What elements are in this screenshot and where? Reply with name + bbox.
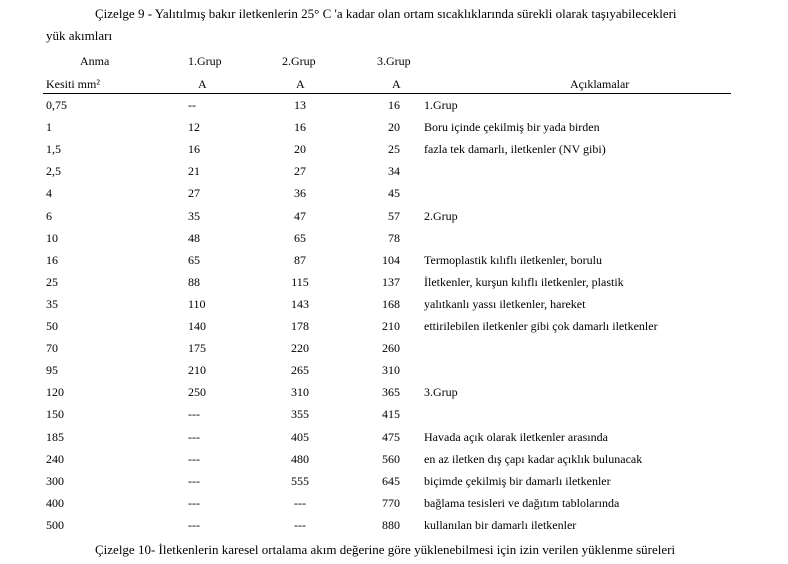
- cell-grup3: 880: [382, 518, 400, 532]
- cell-grup2: 310: [291, 385, 309, 399]
- cell-kesit: 16: [46, 253, 58, 267]
- cell-aciklama: 1.Grup: [424, 98, 458, 112]
- cell-grup3: 168: [382, 297, 400, 311]
- cell-grup2: 115: [291, 275, 309, 289]
- cell-grup2: 87: [294, 253, 306, 267]
- cell-grup2: ---: [294, 518, 306, 532]
- cell-aciklama: biçimde çekilmiş bir damarlı iletkenler: [424, 474, 611, 488]
- cell-grup1: 88: [188, 275, 200, 289]
- cell-aciklama: en az iletken dış çapı kadar açıklık bulunacak: [424, 452, 643, 466]
- header-grup1: 1.Grup: [188, 54, 222, 68]
- header-grup3: 3.Grup: [377, 54, 411, 68]
- cell-grup1: ---: [188, 496, 200, 510]
- cell-grup3: 57: [388, 209, 400, 223]
- cell-grup1: 27: [188, 186, 200, 200]
- cell-grup3: 645: [382, 474, 400, 488]
- cell-grup3: 25: [388, 142, 400, 156]
- cell-grup3: 16: [388, 98, 400, 112]
- cell-grup3: 210: [382, 319, 400, 333]
- cell-grup3: 560: [382, 452, 400, 466]
- cell-grup2: 220: [291, 341, 309, 355]
- cell-grup3: 78: [388, 231, 400, 245]
- header-unit-grup3: A: [392, 77, 401, 91]
- header-unit-grup2: A: [296, 77, 305, 91]
- cell-grup1: ---: [188, 474, 200, 488]
- cell-aciklama: fazla tek damarlı, iletkenler (NV gibi): [424, 142, 606, 156]
- cell-kesit: 4: [46, 186, 52, 200]
- cell-kesit: 240: [46, 452, 64, 466]
- cell-aciklama: Boru içinde çekilmiş bir yada birden: [424, 120, 600, 134]
- cell-grup1: 65: [188, 253, 200, 267]
- header-anma: Anma: [80, 54, 110, 68]
- cell-kesit: 6: [46, 209, 52, 223]
- cell-kesit: 95: [46, 363, 58, 377]
- cell-grup1: 210: [188, 363, 206, 377]
- cell-grup3: 137: [382, 275, 400, 289]
- cell-aciklama: 2.Grup: [424, 209, 458, 223]
- header-unit-grup1: A: [198, 77, 207, 91]
- cell-grup2: 47: [294, 209, 306, 223]
- cell-aciklama: Termoplastik kılıflı iletkenler, borulu: [424, 253, 602, 267]
- cell-kesit: 400: [46, 496, 64, 510]
- cell-grup2: 555: [291, 474, 309, 488]
- cell-kesit: 150: [46, 407, 64, 421]
- cell-grup3: 770: [382, 496, 400, 510]
- cell-grup1: ---: [188, 407, 200, 421]
- cell-aciklama: ettirilebilen iletkenler gibi çok damarlı iletkenler: [424, 319, 658, 333]
- cell-grup3: 20: [388, 120, 400, 134]
- cell-grup2: 405: [291, 430, 309, 444]
- cell-aciklama: kullanılan bir damarlı iletkenler: [424, 518, 577, 532]
- cell-grup2: 178: [291, 319, 309, 333]
- cell-grup2: 36: [294, 186, 306, 200]
- cell-grup1: ---: [188, 518, 200, 532]
- header-aciklamalar: Açıklamalar: [570, 77, 630, 91]
- header-grup2: 2.Grup: [282, 54, 316, 68]
- cell-grup3: 34: [388, 164, 400, 178]
- table-title-continuation: yük akımları: [46, 28, 113, 43]
- cell-kesit: 300: [46, 474, 64, 488]
- table-title: Çizelge 9 - Yalıtılmış bakır iletkenlerin 25° C 'a kadar olan ortam sıcaklıklarında sürekli olarak taşıyabilecekleri: [95, 6, 677, 21]
- cell-grup2: 355: [291, 407, 309, 421]
- header-kesit: Kesiti mm²: [46, 77, 100, 91]
- header-divider: [43, 93, 731, 94]
- cell-grup1: 48: [188, 231, 200, 245]
- cell-kesit: 0,75: [46, 98, 67, 112]
- cell-grup3: 104: [382, 253, 400, 267]
- cell-grup2: 143: [291, 297, 309, 311]
- cell-grup3: 260: [382, 341, 400, 355]
- cell-grup1: 140: [188, 319, 206, 333]
- cell-grup1: 35: [188, 209, 200, 223]
- cell-grup2: 20: [294, 142, 306, 156]
- next-table-caption: Çizelge 10- İletkenlerin karesel ortalama akım değerine göre yüklenebilmesi için izin verilen yüklenme süreleri: [95, 542, 676, 557]
- cell-grup2: 265: [291, 363, 309, 377]
- cell-grup1: --: [188, 98, 196, 112]
- cell-grup1: 21: [188, 164, 200, 178]
- cell-kesit: 185: [46, 430, 64, 444]
- cell-grup2: 16: [294, 120, 306, 134]
- cell-grup1: 12: [188, 120, 200, 134]
- cell-grup2: 480: [291, 452, 309, 466]
- cell-aciklama: bağlama tesisleri ve dağıtım tablolarında: [424, 496, 620, 510]
- cell-kesit: 1: [46, 120, 52, 134]
- cell-kesit: 1,5: [46, 142, 61, 156]
- cell-kesit: 120: [46, 385, 64, 399]
- cell-kesit: 50: [46, 319, 58, 333]
- cell-grup2: ---: [294, 496, 306, 510]
- cell-grup2: 13: [294, 98, 306, 112]
- cell-aciklama: İletkenler, kurşun kılıflı iletkenler, plastik: [424, 275, 624, 289]
- cell-grup1: ---: [188, 452, 200, 466]
- cell-aciklama: Havada açık olarak iletkenler arasında: [424, 430, 608, 444]
- cell-grup1: ---: [188, 430, 200, 444]
- cell-kesit: 2,5: [46, 164, 61, 178]
- cell-grup2: 65: [294, 231, 306, 245]
- cell-kesit: 500: [46, 518, 64, 532]
- cell-grup3: 365: [382, 385, 400, 399]
- cell-grup3: 45: [388, 186, 400, 200]
- cell-grup3: 415: [382, 407, 400, 421]
- cell-aciklama: yalıtkanlı yassı iletkenler, hareket: [424, 297, 586, 311]
- cell-kesit: 35: [46, 297, 58, 311]
- cell-grup2: 27: [294, 164, 306, 178]
- cell-grup1: 175: [188, 341, 206, 355]
- cell-aciklama: 3.Grup: [424, 385, 458, 399]
- cell-grup1: 250: [188, 385, 206, 399]
- cell-kesit: 25: [46, 275, 58, 289]
- cell-grup1: 16: [188, 142, 200, 156]
- cell-kesit: 70: [46, 341, 58, 355]
- cell-grup1: 110: [188, 297, 206, 311]
- cell-grup3: 475: [382, 430, 400, 444]
- cell-kesit: 10: [46, 231, 58, 245]
- cell-grup3: 310: [382, 363, 400, 377]
